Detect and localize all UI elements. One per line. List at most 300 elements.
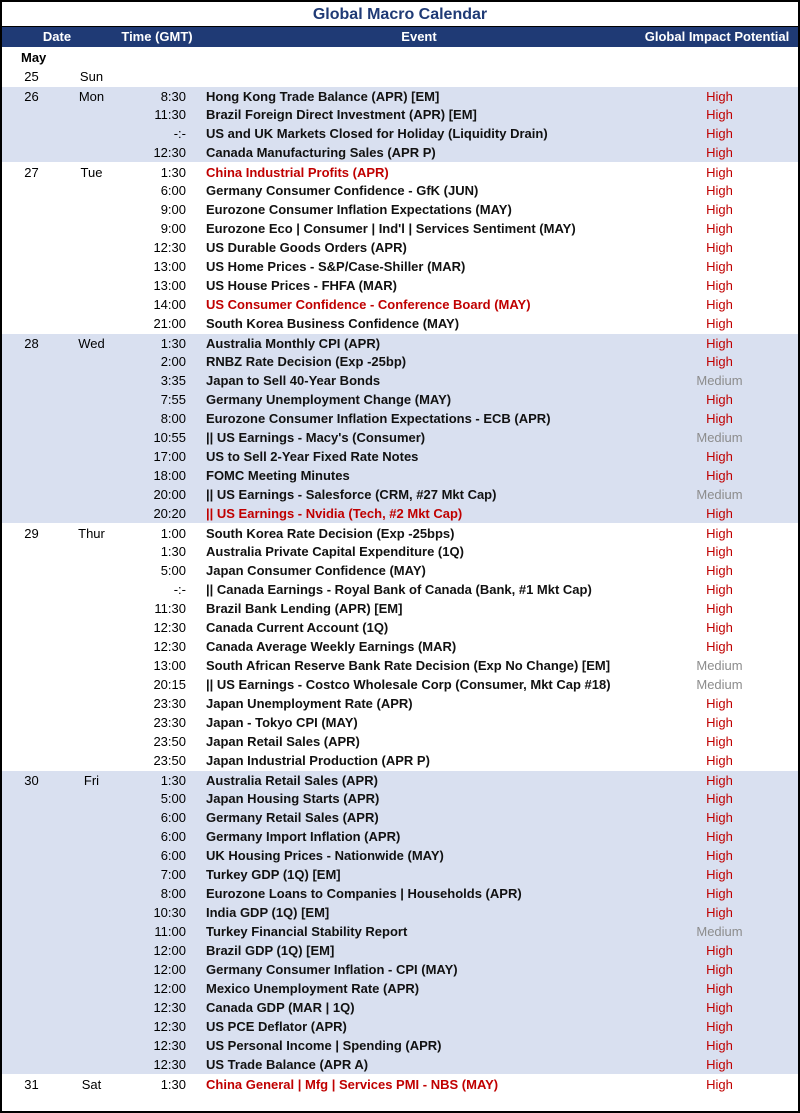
event-cell: Eurozone Consumer Inflation Expectations - ECB (APR)	[206, 411, 551, 426]
month-label: May	[21, 50, 47, 65]
time-cell: 12:30	[153, 620, 186, 635]
event-cell: US PCE Deflator (APR)	[206, 1019, 347, 1034]
table-row	[2, 371, 798, 390]
impact-cell: High	[706, 107, 733, 122]
day-cell: Thur	[78, 526, 105, 541]
impact-cell: High	[706, 1057, 733, 1072]
day-cell	[59, 599, 124, 618]
event-cell: UK Housing Prices - Nationwide (MAY)	[206, 848, 444, 863]
impact-cell: High	[706, 278, 733, 293]
time-cell: 6:00	[160, 829, 186, 844]
time-cell: 12:30	[153, 1057, 186, 1072]
table-row	[2, 960, 798, 979]
event-cell: || Canada Earnings - Royal Bank of Canada (Bank, #1 Mkt Cap)	[206, 582, 592, 597]
impact-cell: High	[706, 1019, 733, 1034]
event-cell: US Personal Income | Spending (APR)	[206, 1038, 442, 1053]
date-cell	[2, 143, 59, 162]
event-cell: Germany Import Inflation (APR)	[206, 829, 401, 844]
date-cell	[2, 789, 59, 808]
impact-cell: High	[706, 943, 733, 958]
impact-cell: High	[706, 773, 733, 788]
date-cell	[2, 1055, 59, 1074]
table-row	[2, 67, 798, 86]
impact-cell: High	[706, 259, 733, 274]
impact-cell: High	[706, 620, 733, 635]
event-cell: US House Prices - FHFA (MAR)	[206, 278, 397, 293]
date-cell	[2, 979, 59, 998]
day-cell	[59, 485, 124, 504]
impact-cell: High	[706, 221, 733, 236]
day-cell	[59, 314, 124, 333]
day-cell	[59, 504, 124, 523]
impact-cell: High	[706, 145, 733, 160]
event-cell: || US Earnings - Costco Wholesale Corp (Consumer, Mkt Cap #18)	[206, 677, 611, 692]
day-cell: Mon	[78, 89, 105, 104]
event-cell: Japan Retail Sales (APR)	[206, 734, 360, 749]
table-row	[2, 466, 798, 485]
day-cell	[59, 466, 124, 485]
table-row	[2, 941, 798, 960]
impact-cell: High	[706, 962, 733, 977]
day-cell	[59, 884, 124, 903]
day-cell	[59, 124, 124, 143]
impact-cell: High	[706, 791, 733, 806]
day-cell	[59, 1055, 124, 1074]
day-cell	[59, 789, 124, 808]
event-cell: Germany Retail Sales (APR)	[206, 810, 379, 825]
date-cell	[2, 561, 59, 580]
event-cell: China Industrial Profits (APR)	[206, 165, 389, 180]
time-cell: 6:00	[160, 848, 186, 863]
event-cell: Australia Retail Sales (APR)	[206, 773, 378, 788]
date-cell	[2, 124, 59, 143]
date-cell	[2, 998, 59, 1017]
event-cell: South Korea Rate Decision (Exp -25bps)	[206, 526, 455, 541]
day-cell	[59, 238, 124, 257]
date-cell	[2, 390, 59, 409]
date-cell	[2, 656, 59, 675]
event-cell: India GDP (1Q) [EM]	[206, 905, 330, 920]
impact-cell: High	[706, 316, 733, 331]
table-row	[2, 789, 798, 808]
time-cell: 12:30	[153, 1000, 186, 1015]
day-cell	[59, 922, 124, 941]
date-cell	[2, 276, 59, 295]
day-cell	[59, 808, 124, 827]
time-cell: 5:00	[160, 791, 186, 806]
table-row	[2, 599, 798, 618]
event-cell: || US Earnings - Salesforce (CRM, #27 Mkt Cap)	[206, 487, 497, 502]
day-cell	[59, 618, 124, 637]
event-cell: Canada Average Weekly Earnings (MAR)	[206, 639, 457, 654]
table-row	[2, 1036, 798, 1055]
date-cell	[2, 903, 59, 922]
event-cell: US and UK Markets Closed for Holiday (Liquidity Drain)	[206, 126, 548, 141]
day-cell	[59, 428, 124, 447]
impact-cell: High	[706, 297, 733, 312]
impact-cell: High	[706, 848, 733, 863]
impact-cell: High	[706, 753, 733, 768]
date-cell	[2, 675, 59, 694]
event-cell: US Home Prices - S&P/Case-Shiller (MAR)	[206, 259, 466, 274]
event-cell: Brazil Foreign Direct Investment (APR) [EM]	[206, 107, 477, 122]
table-row	[2, 257, 798, 276]
impact-cell: High	[706, 1038, 733, 1053]
day-cell	[59, 1036, 124, 1055]
header-time: Time (GMT)	[121, 29, 193, 44]
day-cell	[59, 751, 124, 770]
time-cell	[124, 67, 186, 86]
time-cell: -:-	[173, 126, 186, 141]
impact-cell: High	[706, 601, 733, 616]
time-cell: 20:15	[153, 677, 186, 692]
table-row	[2, 485, 798, 504]
date-cell	[2, 257, 59, 276]
time-cell: 7:00	[160, 867, 186, 882]
date-cell: 29	[24, 526, 39, 541]
date-cell	[2, 637, 59, 656]
table-row	[2, 808, 798, 827]
table-row	[2, 827, 798, 846]
table-row	[2, 846, 798, 865]
date-cell	[2, 884, 59, 903]
impact-cell: Medium	[696, 487, 743, 502]
time-cell: 7:55	[160, 392, 186, 407]
event-cell: Japan to Sell 40-Year Bonds	[206, 373, 381, 388]
impact-cell: High	[706, 240, 733, 255]
impact-cell: Medium	[696, 430, 743, 445]
date-cell	[2, 1036, 59, 1055]
day-cell	[59, 675, 124, 694]
date-cell	[2, 295, 59, 314]
impact-cell	[639, 67, 800, 86]
impact-cell: Medium	[696, 658, 743, 673]
table-row	[2, 561, 798, 580]
day-cell	[59, 561, 124, 580]
table-row	[2, 903, 798, 922]
day-cell	[59, 998, 124, 1017]
calendar-rows	[2, 67, 798, 1093]
table-row	[2, 884, 798, 903]
time-cell: 12:30	[153, 1038, 186, 1053]
time-cell: 12:30	[153, 240, 186, 255]
impact-cell: High	[706, 981, 733, 996]
event-cell: Turkey Financial Stability Report	[206, 924, 408, 939]
table-row	[2, 200, 798, 219]
header-impact: Global Impact Potential	[644, 29, 790, 44]
event-cell: US Trade Balance (APR A)	[206, 1057, 369, 1072]
impact-cell: High	[706, 1077, 733, 1092]
date-cell	[2, 580, 59, 599]
table-row	[2, 181, 798, 200]
date-cell	[2, 865, 59, 884]
time-cell: 10:30	[153, 905, 186, 920]
table-row	[2, 637, 798, 656]
event-cell: Germany Unemployment Change (MAY)	[206, 392, 452, 407]
impact-cell: High	[706, 905, 733, 920]
time-cell: 8:00	[160, 886, 186, 901]
date-cell	[2, 219, 59, 238]
time-cell: 1:30	[160, 544, 186, 559]
table-row	[2, 656, 798, 675]
table-row	[2, 542, 798, 561]
day-cell	[59, 276, 124, 295]
table-row	[2, 162, 798, 181]
table-row	[2, 333, 798, 352]
event-cell: Eurozone Consumer Inflation Expectations (MAY)	[206, 202, 512, 217]
date-cell: 30	[24, 773, 39, 788]
impact-cell: High	[706, 449, 733, 464]
impact-cell: High	[706, 165, 733, 180]
impact-cell: High	[706, 89, 733, 104]
impact-cell: High	[706, 829, 733, 844]
time-cell: 18:00	[153, 468, 186, 483]
day-cell: Sun	[79, 69, 104, 84]
date-cell	[2, 808, 59, 827]
event-cell	[186, 67, 639, 86]
time-cell: 1:30	[160, 336, 186, 351]
event-cell: || US Earnings - Nvidia (Tech, #2 Mkt Cap)	[206, 506, 463, 521]
time-cell: 1:30	[160, 1077, 186, 1092]
impact-cell: High	[706, 582, 733, 597]
day-cell	[59, 447, 124, 466]
date-cell	[2, 352, 59, 371]
table-row	[2, 580, 798, 599]
table-row	[2, 276, 798, 295]
day-cell	[59, 979, 124, 998]
table-row	[2, 998, 798, 1017]
event-cell: Canada Manufacturing Sales (APR P)	[206, 145, 436, 160]
table-header	[2, 27, 798, 47]
time-cell: 1:00	[160, 526, 186, 541]
date-cell: 27	[24, 165, 39, 180]
date-cell	[2, 827, 59, 846]
day-cell	[59, 409, 124, 428]
event-cell: Australia Private Capital Expenditure (1Q)	[206, 544, 464, 559]
event-cell: Eurozone Loans to Companies | Households (APR)	[206, 886, 522, 901]
table-row	[2, 618, 798, 637]
impact-cell: High	[706, 886, 733, 901]
time-cell: 9:00	[160, 221, 186, 236]
time-cell: 20:20	[153, 506, 186, 521]
date-cell	[2, 238, 59, 257]
day-cell	[59, 580, 124, 599]
time-cell: 11:30	[154, 107, 186, 122]
time-cell: 23:50	[153, 753, 186, 768]
date-cell	[2, 542, 59, 561]
time-cell: 12:00	[153, 981, 186, 996]
day-cell	[59, 941, 124, 960]
day-cell	[59, 732, 124, 751]
table-row	[2, 675, 798, 694]
date-cell	[2, 713, 59, 732]
time-cell: 8:30	[160, 89, 186, 104]
impact-cell: High	[706, 126, 733, 141]
date-cell: 25	[24, 69, 39, 84]
time-cell: -:-	[173, 582, 186, 597]
table-row	[2, 314, 798, 333]
time-cell: 11:30	[154, 601, 186, 616]
table-row	[2, 143, 798, 162]
event-cell: Japan Industrial Production (APR P)	[206, 753, 430, 768]
time-cell: 20:00	[153, 487, 186, 502]
time-cell: 10:55	[153, 430, 186, 445]
table-row	[2, 770, 798, 789]
time-cell: 12:30	[153, 639, 186, 654]
event-cell: RNBZ Rate Decision (Exp -25bp)	[206, 354, 407, 369]
date-cell	[2, 618, 59, 637]
impact-cell: Medium	[696, 677, 743, 692]
time-cell: 5:00	[160, 563, 186, 578]
event-cell: Japan Housing Starts (APR)	[206, 791, 380, 806]
day-cell	[59, 694, 124, 713]
impact-cell: High	[706, 354, 733, 369]
event-cell: Japan Consumer Confidence (MAY)	[206, 563, 426, 578]
time-cell: 13:00	[153, 259, 186, 274]
table-row	[2, 428, 798, 447]
table-row	[2, 409, 798, 428]
event-cell: US Consumer Confidence - Conference Board (MAY)	[206, 297, 531, 312]
impact-cell: High	[706, 411, 733, 426]
time-cell: 21:00	[153, 316, 186, 331]
day-cell	[59, 105, 124, 124]
date-cell	[2, 409, 59, 428]
time-cell: 8:00	[160, 411, 186, 426]
date-cell	[2, 504, 59, 523]
table-row	[2, 124, 798, 143]
impact-cell: High	[706, 810, 733, 825]
time-cell: 1:30	[160, 773, 186, 788]
time-cell: 23:50	[153, 734, 186, 749]
event-cell: Japan Unemployment Rate (APR)	[206, 696, 413, 711]
table-row	[2, 523, 798, 542]
event-cell: FOMC Meeting Minutes	[206, 468, 350, 483]
day-cell	[59, 352, 124, 371]
time-cell: 12:30	[153, 1019, 186, 1034]
event-cell: Mexico Unemployment Rate (APR)	[206, 981, 420, 996]
time-cell: 6:00	[160, 183, 186, 198]
day-cell	[59, 371, 124, 390]
impact-cell: High	[706, 867, 733, 882]
table-row	[2, 390, 798, 409]
date-cell: 28	[24, 336, 39, 351]
day-cell	[59, 219, 124, 238]
day-cell	[59, 637, 124, 656]
impact-cell: High	[706, 183, 733, 198]
event-cell: Brazil GDP (1Q) [EM]	[206, 943, 335, 958]
table-row	[2, 979, 798, 998]
date-cell	[2, 599, 59, 618]
table-row	[2, 732, 798, 751]
event-cell: US Durable Goods Orders (APR)	[206, 240, 407, 255]
day-cell: Sat	[81, 1077, 102, 1092]
impact-cell: Medium	[696, 924, 743, 939]
day-cell: Tue	[80, 165, 103, 180]
table-row	[2, 751, 798, 770]
table-row	[2, 1017, 798, 1036]
time-cell: 17:00	[153, 449, 186, 464]
impact-cell: High	[706, 544, 733, 559]
date-cell	[2, 694, 59, 713]
impact-cell: High	[706, 696, 733, 711]
event-cell: Eurozone Eco | Consumer | Ind'l | Services Sentiment (MAY)	[206, 221, 576, 236]
table-row	[2, 922, 798, 941]
event-cell: Japan - Tokyo CPI (MAY)	[206, 715, 358, 730]
day-cell	[59, 295, 124, 314]
date-cell	[2, 751, 59, 770]
date-cell	[2, 371, 59, 390]
event-cell: South African Reserve Bank Rate Decision (Exp No Change) [EM]	[206, 658, 611, 673]
date-cell: 31	[24, 1077, 39, 1092]
time-cell: 1:30	[160, 165, 186, 180]
day-cell	[59, 846, 124, 865]
time-cell: 2:00	[160, 354, 186, 369]
impact-cell: High	[706, 506, 733, 521]
impact-cell: High	[706, 468, 733, 483]
day-cell	[59, 865, 124, 884]
date-cell	[2, 732, 59, 751]
day-cell	[59, 827, 124, 846]
date-cell	[2, 447, 59, 466]
date-cell	[2, 105, 59, 124]
impact-cell: High	[706, 202, 733, 217]
header-event: Event	[401, 29, 437, 44]
calendar-title: Global Macro Calendar	[2, 2, 798, 27]
time-cell: 12:30	[153, 145, 186, 160]
date-cell	[2, 846, 59, 865]
impact-cell: High	[706, 715, 733, 730]
event-cell: US to Sell 2-Year Fixed Rate Notes	[206, 449, 419, 464]
day-cell	[59, 143, 124, 162]
table-row	[2, 219, 798, 238]
date-cell: 26	[24, 89, 39, 104]
event-cell: Brazil Bank Lending (APR) [EM]	[206, 601, 403, 616]
event-cell: || US Earnings - Macy's (Consumer)	[206, 430, 426, 445]
day-cell: Fri	[83, 773, 100, 788]
date-cell	[2, 466, 59, 485]
day-cell	[59, 1017, 124, 1036]
time-cell: 14:00	[153, 297, 186, 312]
day-cell	[59, 960, 124, 979]
table-row	[2, 694, 798, 713]
impact-cell: Medium	[696, 373, 743, 388]
day-cell: Wed	[78, 336, 105, 351]
day-cell	[59, 713, 124, 732]
time-cell: 23:30	[153, 715, 186, 730]
date-cell	[2, 922, 59, 941]
header-date: Date	[42, 29, 72, 44]
table-row	[2, 86, 798, 105]
time-cell: 23:30	[153, 696, 186, 711]
table-row	[2, 105, 798, 124]
date-cell	[2, 181, 59, 200]
impact-cell: High	[706, 392, 733, 407]
event-cell: Australia Monthly CPI (APR)	[206, 336, 381, 351]
table-row	[2, 352, 798, 371]
day-cell	[59, 542, 124, 561]
event-cell: Turkey GDP (1Q) [EM]	[206, 867, 341, 882]
impact-cell: High	[706, 734, 733, 749]
date-cell	[2, 485, 59, 504]
event-cell: South Korea Business Confidence (MAY)	[206, 316, 460, 331]
time-cell: 6:00	[160, 810, 186, 825]
day-cell	[59, 390, 124, 409]
event-cell: Hong Kong Trade Balance (APR) [EM]	[206, 89, 440, 104]
date-cell	[2, 428, 59, 447]
impact-cell: High	[706, 639, 733, 654]
table-row	[2, 238, 798, 257]
event-cell: Germany Consumer Confidence - GfK (JUN)	[206, 183, 479, 198]
